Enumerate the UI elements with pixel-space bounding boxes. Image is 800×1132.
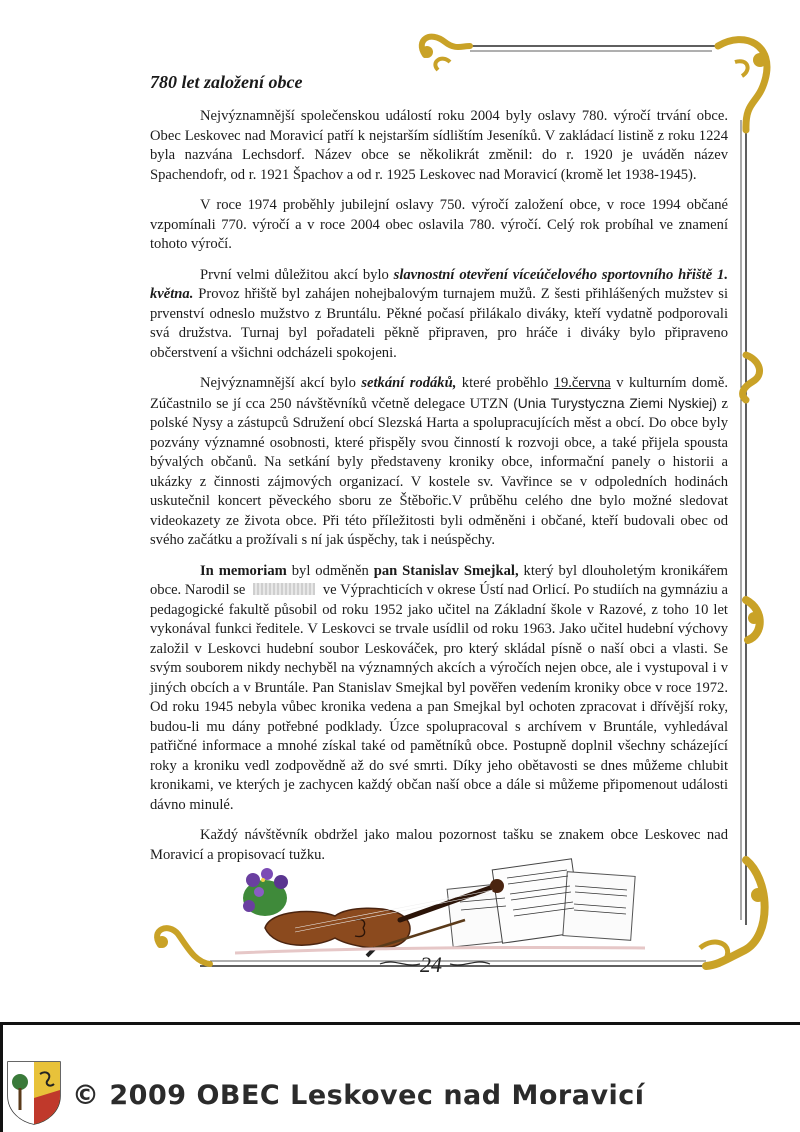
person-name: pan Stanislav Smejkal, (373, 562, 519, 579)
page-number: 24 (420, 952, 442, 977)
paragraph-in-memoriam: In memoriam byl odměněn pan Stanislav Smejkal, který byl dlouholetým kronikářem obce. Narodil se ve Výprachticích v okrese Ústí nad Orlicí. Po studiích na gymnáziu a pedagogické fakultě působil od roku 1952 jako učitel na Základní škole v Razové, z toho 10 let vykonával funkci ředitele. V Leskovci se trvale usídlil od roku 1963. Jako učitel hudební výchovy založil v Leskovci hudební soubor Leskováček, pro který skládal písně o naší obci a vlasti. Se svým souborem nikdy nechyběl na významných akcích a výročích nejen obce, ale i vystupoval i v jiných obcích a v Bruntále. Pan Stanislav Smejkal byl pověřen vedením kroniky obce v roce 1972. Od roku 1945 nebyla vůbec kronika vedena a pan Smejkal byl ochoten zpracovat i dřívější roky, budou-li mu dány potřebné podklady. Úzce spolupracoval s archívem v Bruntále, vyhledával patřičné informace a mnohé získal také od pamětníků obce. Postupně doplnil všechny scházející roky a kroniku vedl zodpovědně až do své smrti. Díky jeho obětavosti se dnes můžeme chlubit kronikami, ve kterých je zachycen každý občan naší obce a dále si můžeme připomenout události dávno minulé. (150, 562, 728, 813)
flowers-icon (243, 868, 288, 916)
paragraph-natives-meeting: Nejvýznamnější akcí bylo setkání rodáků, které proběhlo 19.června v kulturním domě. Zúčastnilo se jí cca 250 návštěvníků včetně delegace UTZN (Unia Turystyczna Ziemi Nyskiej) z polské Nysy a zástupců Sdružení obcí Slezská Harta a spolupracujících měst a obcí. Do obce byly pozvány významné osobnosti, které přispěly svou činností k rozvoji obce, a také přijela spousta bývalých občanů. Na setkání byly představeny kroniky obce, informační panely o historii a ukázky z činnosti zájmových organizací. V kostele sv. Vavřince se v odpoledních hodinách uskutečnil koncert pěveckého sboru ze Štěbořic.V průběhu celého dne bylo možné sledovat videokazety ze života obce. Při této příležitosti byli odměněni i občané, kteří budovali obec od svého začátku a prožívali s ní jak úspěchy, tak i neúspěchy. (150, 375, 729, 548)
gold-side-ornament-icon (743, 355, 760, 640)
paragraph-gift: Každý návštěvník obdržel jako malou pozornost tašku se znakem obce Leskovec nad Moravicí a propisovací tužku. (150, 827, 728, 863)
sports-field-emphasis: slavnostní otevření víceúčelového sportovního hřiště 1. května. (150, 266, 728, 302)
article-title: 780 let založení obce (150, 72, 303, 92)
natives-meeting-emphasis: setkání rodáků, (361, 375, 457, 391)
sheet-music-icon (447, 859, 635, 947)
copyright-text: © 2009 OBEC Leskovec nad Moravicí (72, 1080, 645, 1111)
footer (0, 1022, 800, 1132)
article (150, 72, 728, 876)
footer-divider (0, 1022, 800, 1025)
in-memoriam-label: In memoriam (200, 562, 287, 579)
meeting-date: 19.června (553, 375, 611, 391)
paragraph-history: Nejvýznamnější společenskou událostí roku 2004 byly oslavy 780. výročí trvání obce. Obec Leskovec nad Moravicí patří k nejstarším sídlištím Jeseníků. V zakládací listině z roku 1224 byla nazvána Lechsdorf. Název obce se několikrát změnil: do r. 1920 je uváděn název Spachendofr, od r. 1921 Špachov a od r. 1925 Leskovec nad Moravicí (kromě let 1938-1945). (150, 108, 728, 183)
redacted-date (253, 583, 315, 595)
paragraph-sports-field: První velmi důležitou akcí bylo slavnostní otevření víceúčelového sportovního hřiště 1. května. Provoz hřiště byl zahájen nohejbalovým turnajem mužů. Z šesti přihlášených mužstev si prvenství odneslo mužstvo z Bruntálu. Pěkné počasí přilákalo diváky, kteří vydatně podporovali svá družstva. Turnaj byl pořadateli pěkně připraven, pro hráče i diváky bylo připraveno občerstvení a všichni odcházeli spokojeni. (150, 266, 728, 361)
gold-scroll-ornament-icon (421, 37, 470, 70)
gold-scroll-ornament-icon (156, 928, 210, 964)
utzn-name: (Unia Turystyczna Ziemi Nyskiej) (513, 395, 717, 411)
footer-left-border (0, 1022, 3, 1132)
coat-of-arms-icon (6, 1060, 62, 1126)
paragraph-anniversaries: V roce 1974 proběhly jubilejní oslavy 750. výročí založení obce, v roce 1994 občané vzpomínali 770. výročí a v roce 2004 obec oslavila 780. výročí. Celý rok probíhal ve znamení tohoto výročí. (150, 197, 728, 252)
violin-illustration (235, 858, 645, 958)
